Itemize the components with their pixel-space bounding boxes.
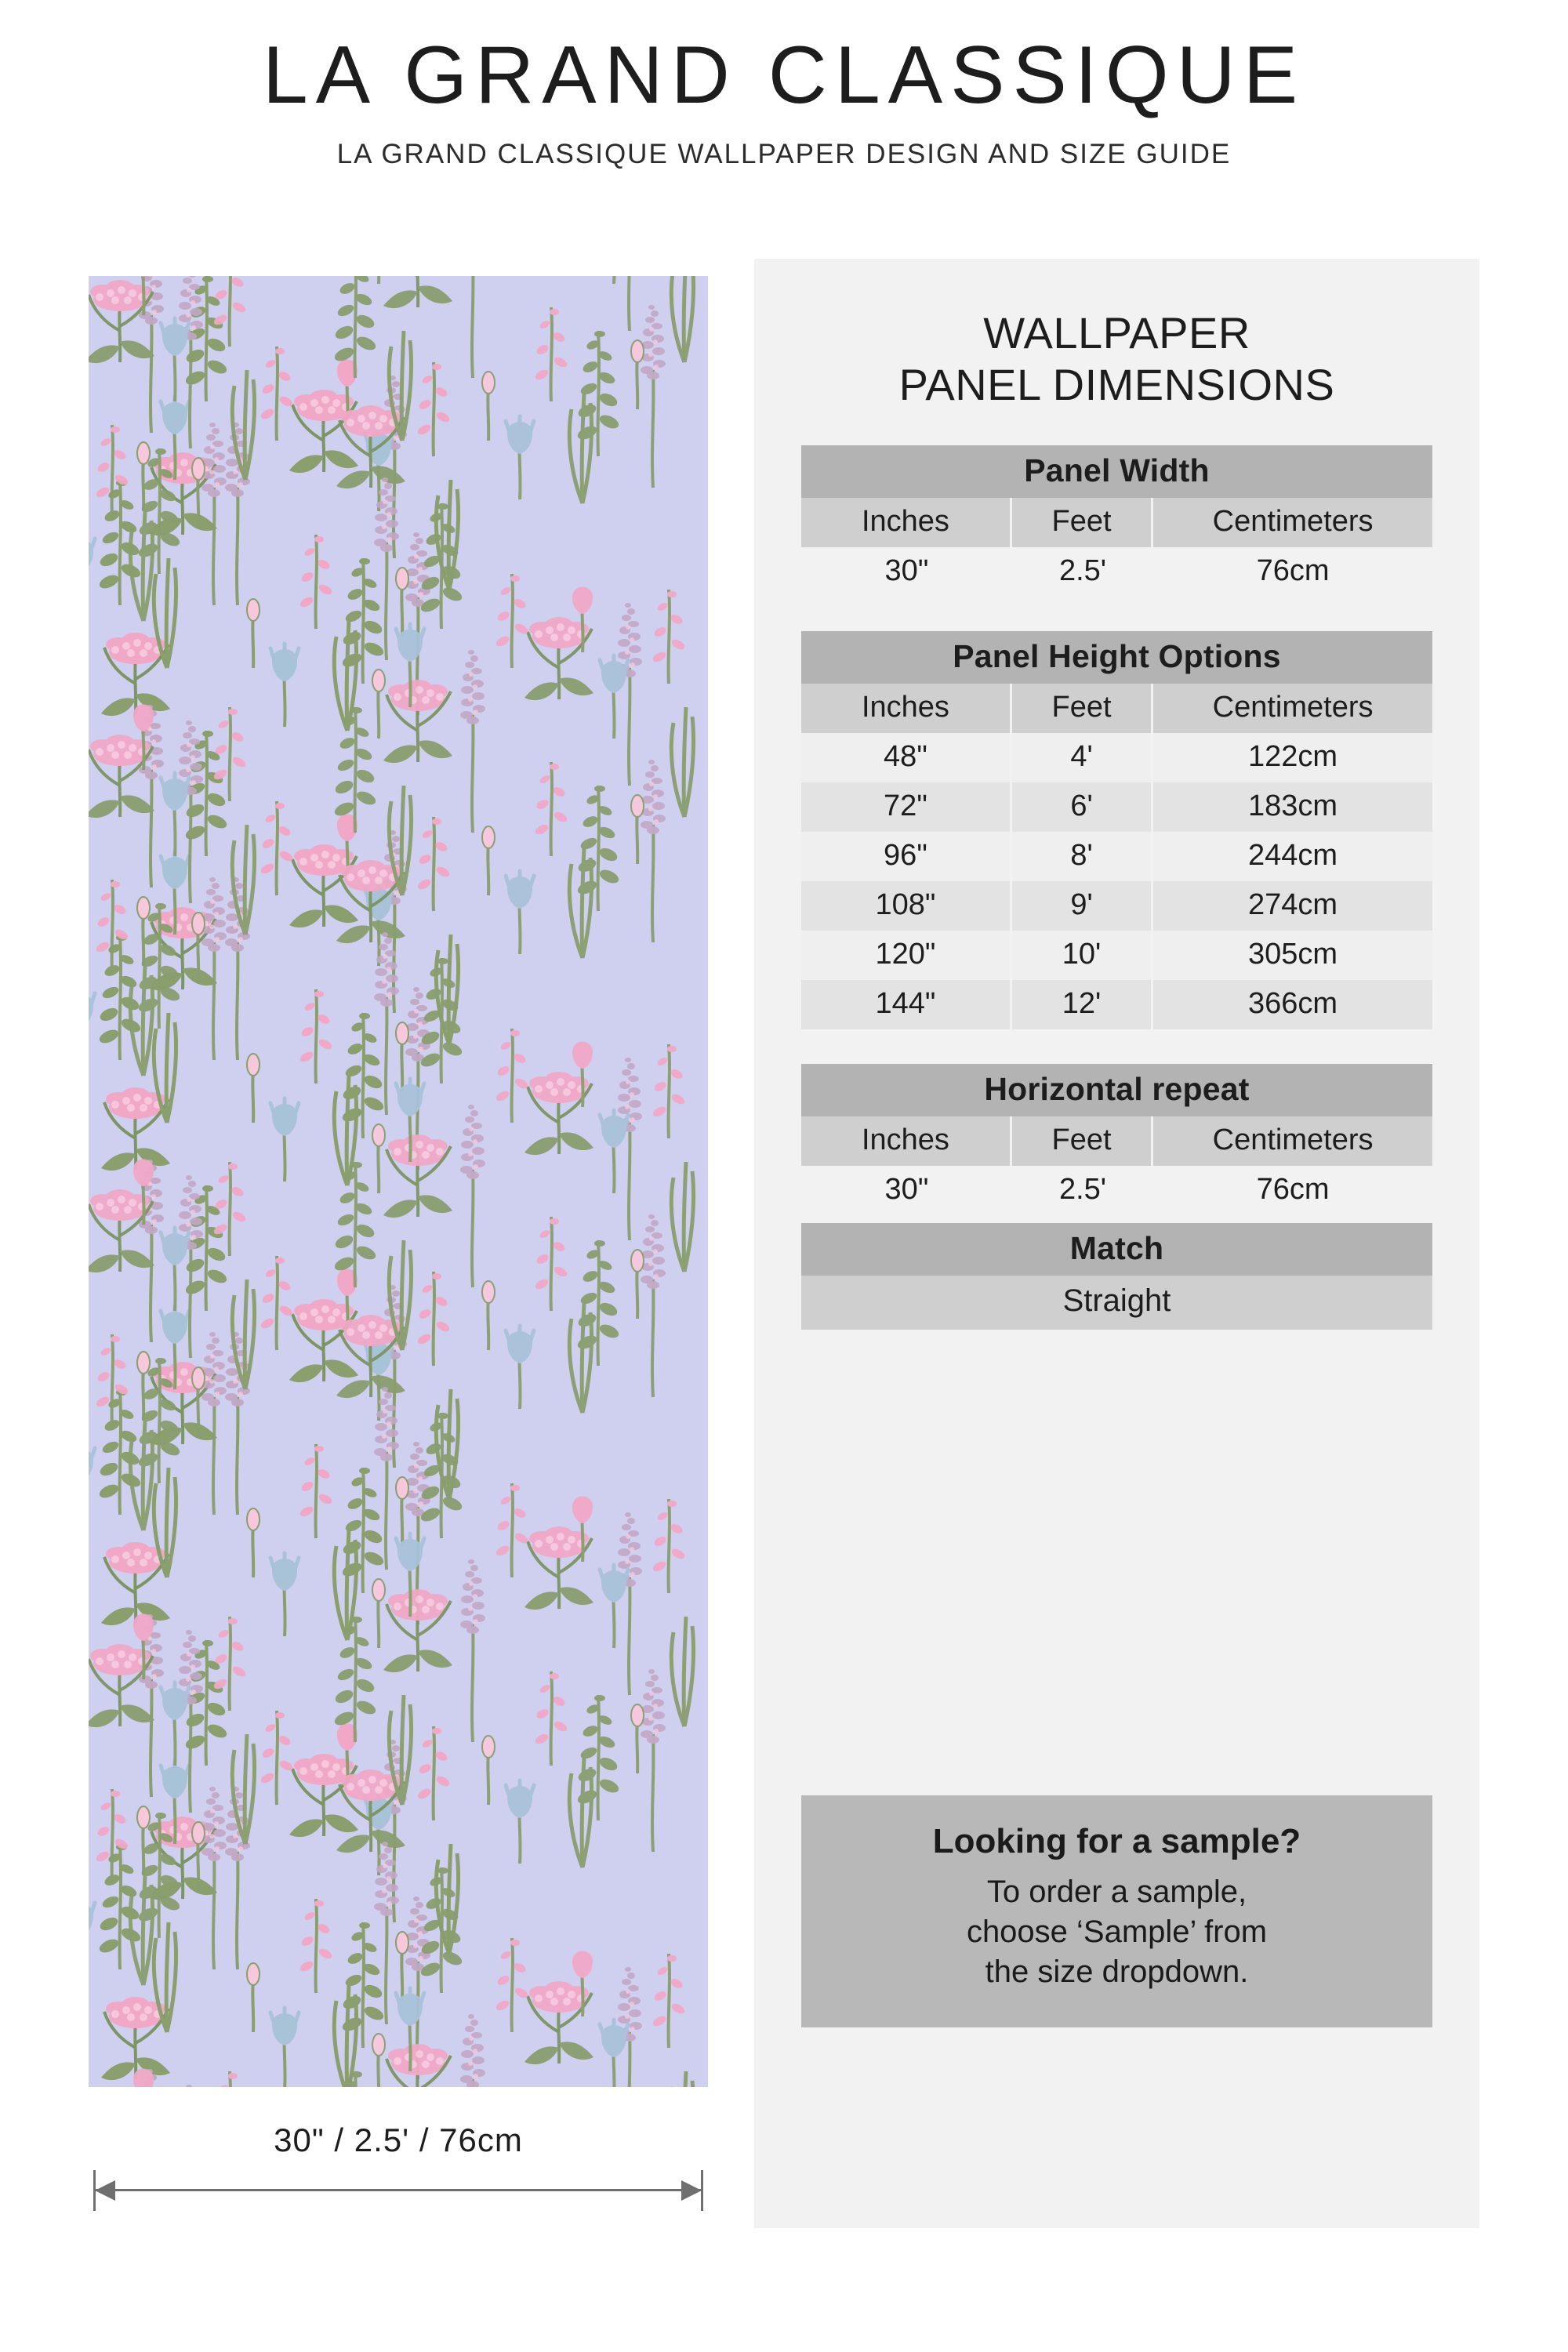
panel-width-header-row [801, 498, 1432, 547]
height-inches: 120" [801, 931, 1012, 980]
column-header-feet: Feet [1012, 498, 1153, 547]
panel-height-title: Panel Height Options [801, 631, 1432, 684]
height-feet: 4' [1012, 733, 1153, 782]
height-feet: 8' [1012, 832, 1153, 881]
dimensions-panel [754, 259, 1479, 2228]
page-title: LA GRAND CLASSIQUE [262, 30, 1306, 121]
table-row [801, 733, 1432, 782]
panel-height-header-row [801, 684, 1432, 733]
table-row [801, 931, 1432, 980]
sample-box-line3: the size dropdown. [985, 1955, 1249, 1990]
column-header-feet: Feet [1012, 684, 1153, 733]
page-subtitle: LA GRAND CLASSIQUE WALLPAPER DESIGN AND SIZE GUIDE [336, 139, 1232, 170]
repeat-inches: 30" [884, 1173, 929, 1207]
sample-info-box [801, 1795, 1432, 2027]
height-centimeters: 366cm [1153, 980, 1432, 1029]
height-inches: 96" [801, 832, 1012, 881]
height-centimeters: 183cm [1153, 782, 1432, 832]
table-row [801, 1166, 1432, 1215]
column-header-centimeters: Centimeters [1153, 1116, 1432, 1166]
column-header-centimeters: Centimeters [1153, 684, 1432, 733]
table-row [801, 782, 1432, 832]
panel-width-table [801, 445, 1432, 597]
height-feet: 10' [1012, 931, 1153, 980]
column-header-centimeters: Centimeters [1153, 498, 1432, 547]
swatch-width-measurement [89, 2103, 708, 2228]
repeat-feet: 2.5' [1058, 1173, 1107, 1207]
horizontal-repeat-title: Horizontal repeat [801, 1064, 1432, 1116]
match-value: Straight [801, 1276, 1432, 1330]
repeat-centimeters: 76cm [1256, 1173, 1330, 1207]
height-centimeters: 122cm [1153, 733, 1432, 782]
panel-width-feet: 2.5' [1058, 554, 1107, 588]
panel-height-table [801, 631, 1432, 1029]
height-feet: 6' [1012, 782, 1153, 832]
measure-arrow-right-icon [681, 2180, 702, 2201]
height-centimeters: 305cm [1153, 931, 1432, 980]
horizontal-repeat-header-row [801, 1116, 1432, 1166]
height-inches: 48" [801, 733, 1012, 782]
main-content [0, 259, 1568, 2234]
column-header-inches: Inches [801, 684, 1012, 733]
height-inches: 72" [801, 782, 1012, 832]
match-table [801, 1223, 1432, 1330]
height-centimeters: 274cm [1153, 881, 1432, 931]
height-feet: 12' [1012, 980, 1153, 1029]
wallpaper-swatch [89, 276, 708, 2087]
table-row [801, 832, 1432, 881]
document-header [0, 0, 1568, 170]
wallpaper-pattern-preview [89, 276, 708, 2087]
panel-width-title: Panel Width [801, 445, 1432, 498]
horizontal-repeat-table [801, 1064, 1432, 1215]
sample-box-title: Looking for a sample? [932, 1822, 1301, 1860]
column-header-inches: Inches [801, 498, 1012, 547]
panel-heading-line2: PANEL DIMENSIONS [898, 360, 1335, 410]
column-header-feet: Feet [1012, 1116, 1153, 1166]
measure-arrow-left-icon [95, 2180, 115, 2201]
panel-heading-line1: WALLPAPER [983, 308, 1250, 358]
column-header-inches: Inches [801, 1116, 1012, 1166]
panel-width-inches: 30" [884, 554, 929, 588]
panel-width-centimeters: 76cm [1256, 554, 1330, 588]
match-title: Match [801, 1223, 1432, 1276]
height-inches: 108" [801, 881, 1012, 931]
table-row [801, 980, 1432, 1029]
table-row [801, 881, 1432, 931]
table-row [801, 547, 1432, 597]
swatch-width-label: 30" / 2.5' / 76cm [274, 2122, 523, 2158]
height-centimeters: 244cm [1153, 832, 1432, 881]
height-inches: 144" [801, 980, 1012, 1029]
height-feet: 9' [1012, 881, 1153, 931]
sample-box-line1: To order a sample, [986, 1875, 1247, 1909]
sample-box-line2: choose ‘Sample’ from [966, 1915, 1268, 1950]
measure-line [93, 2189, 703, 2191]
panel-heading [754, 259, 1479, 411]
